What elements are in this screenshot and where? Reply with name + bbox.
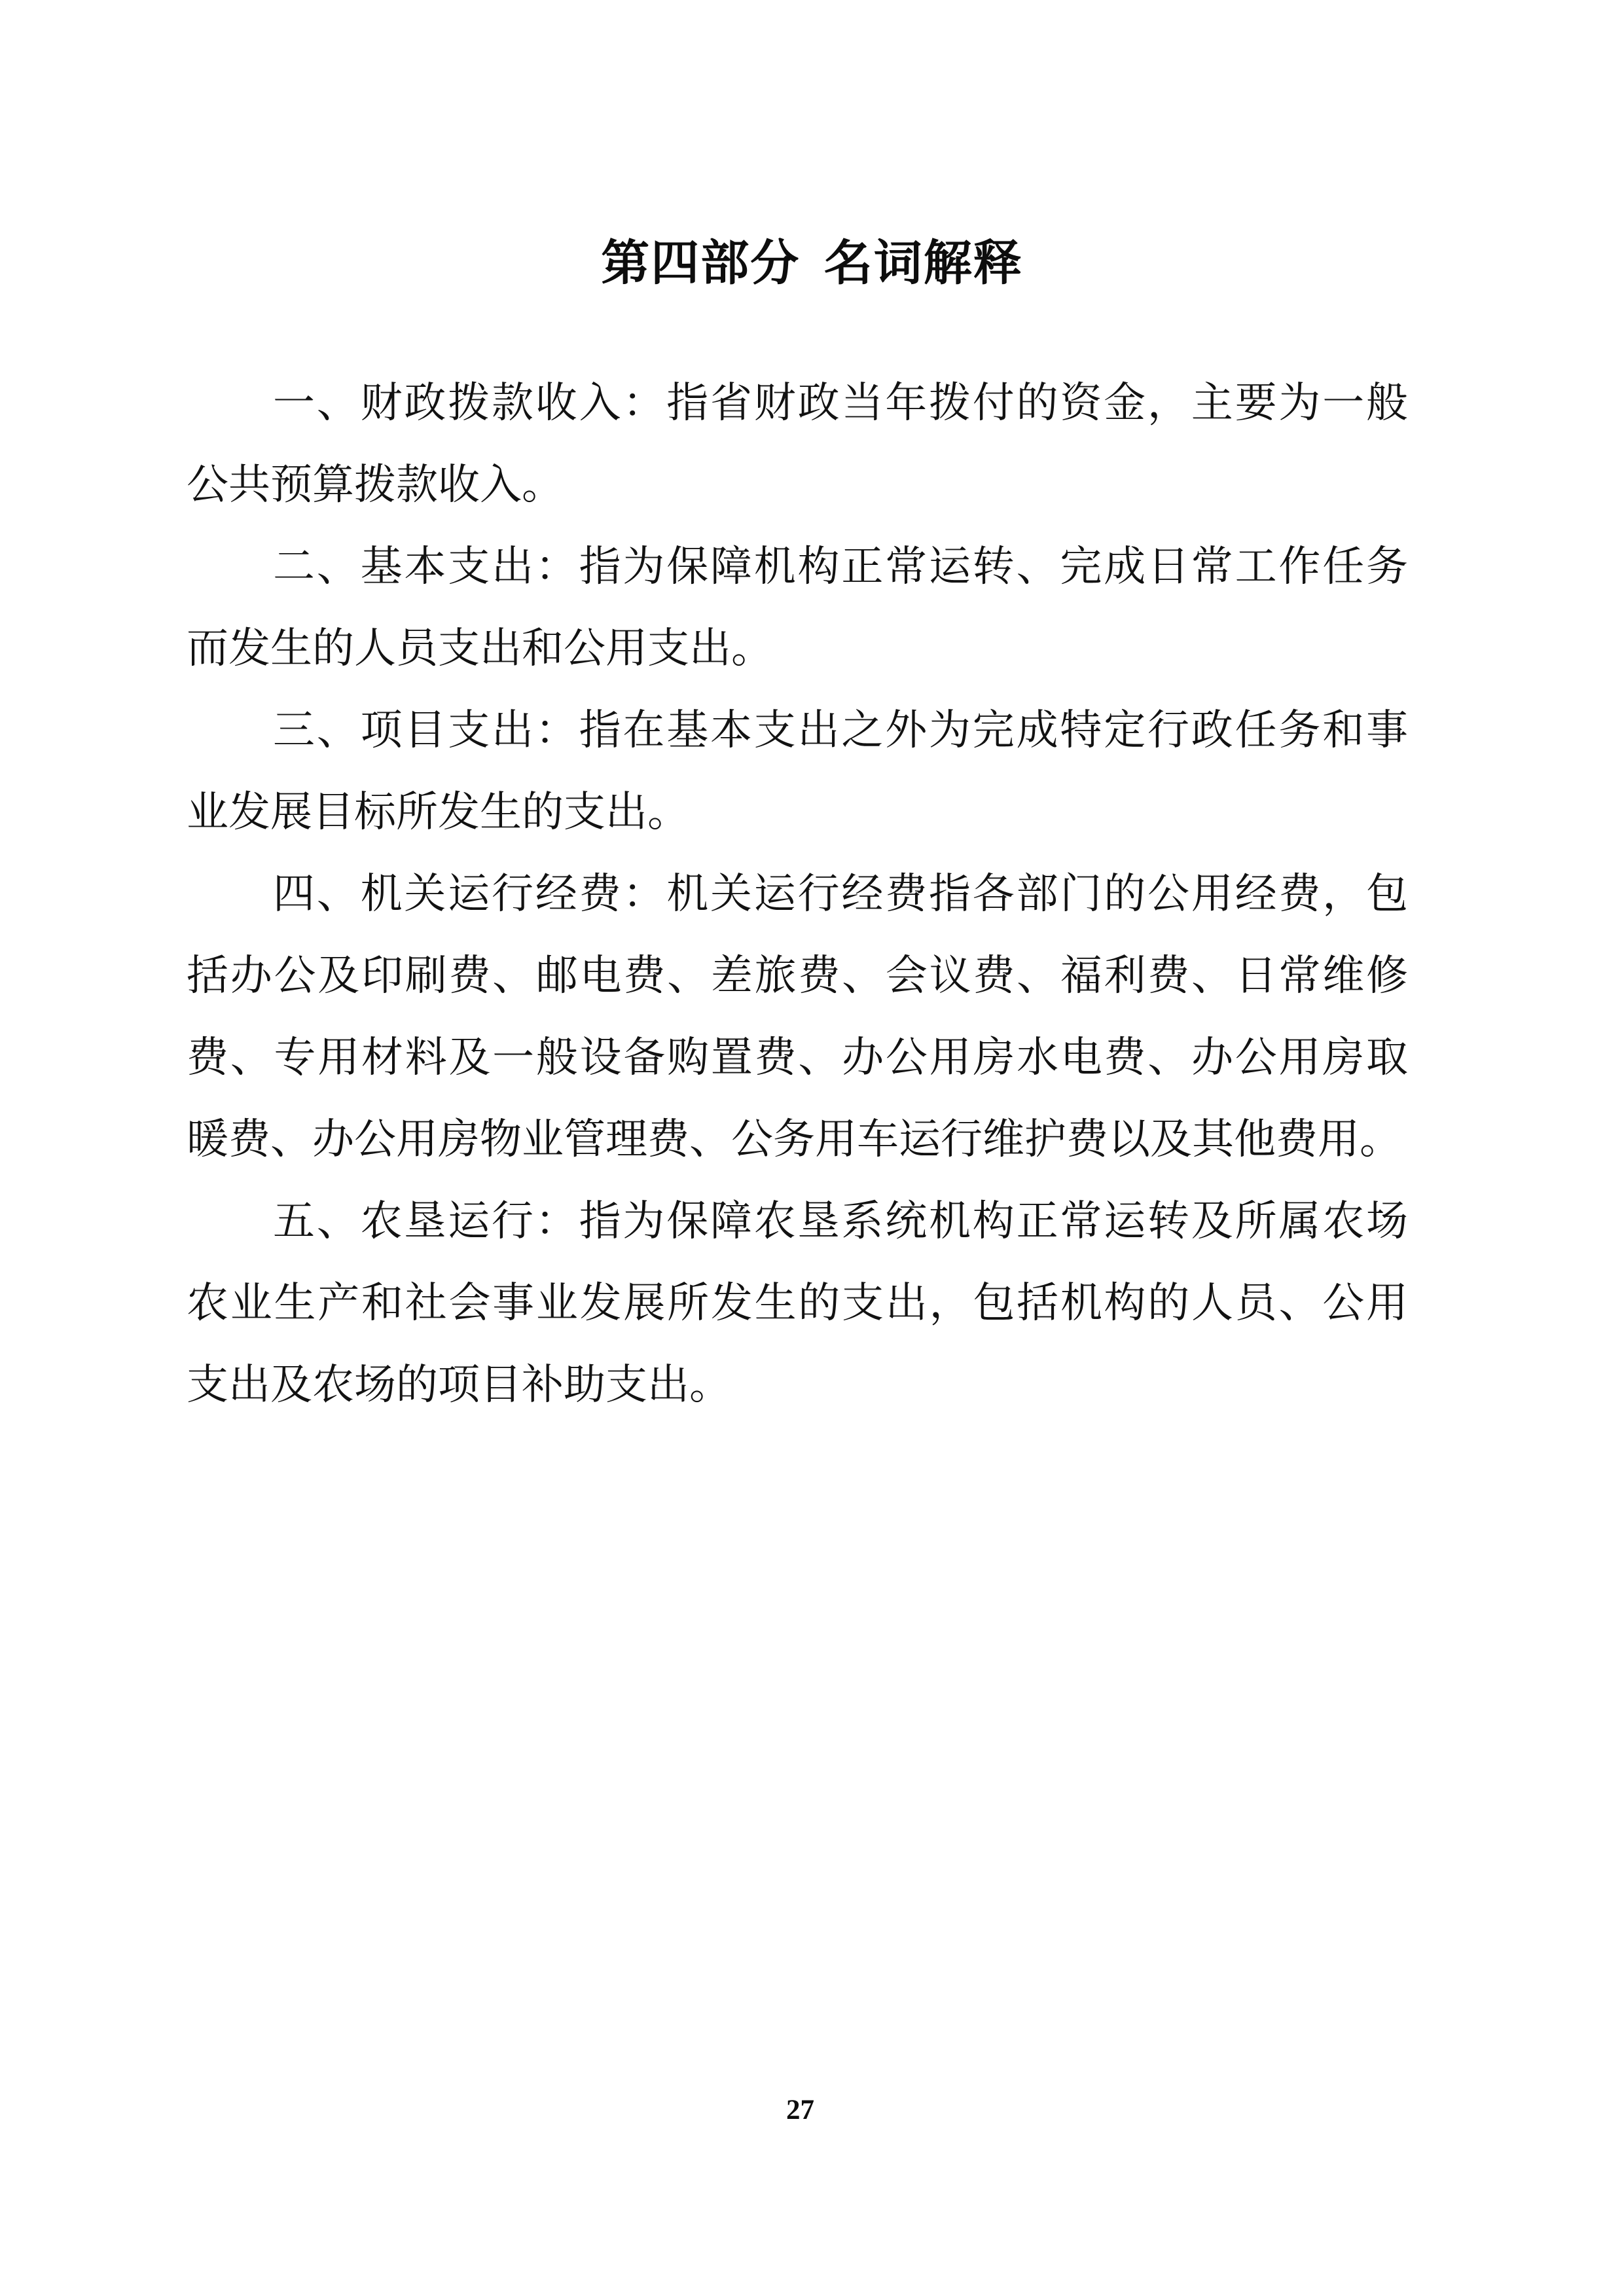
paragraph-agency-operating-funds [187, 853, 1408, 1180]
text-line: 支出及农场的项目补助支出。 [187, 1362, 731, 1408]
document-body [187, 362, 1408, 1426]
text-line: 三、项目支出：指在基本支出之外为完成特定行政任务和事 [273, 707, 1408, 753]
text-line: 公共预算拨款收入。 [187, 461, 564, 508]
text-line: 四、机关运行经费：机关运行经费指各部门的公用经费，包 [273, 871, 1408, 917]
paragraph-fiscal-appropriation-income [187, 362, 1408, 526]
text-line: 业发展目标所发生的支出。 [187, 789, 689, 835]
page-number: 27 [786, 2095, 814, 2125]
text-line: 农业生产和社会事业发展所发生的支出，包括机构的人员、公用 [187, 1280, 1408, 1326]
text-line: 暖费、办公用房物业管理费、公务用车运行维护费以及其他费用。 [187, 1116, 1401, 1163]
paragraph-agricultural-reclamation-operation [187, 1180, 1408, 1426]
text-line: 一、财政拨款收入：指省财政当年拨付的资金，主要为一般 [273, 380, 1408, 426]
text-line: 而发生的人员支出和公用支出。 [187, 625, 773, 672]
text-line: 括办公及印刷费、邮电费、差旅费、会议费、福利费、日常维修 [187, 952, 1408, 999]
text-line: 二、基本支出：指为保障机构正常运转、完成日常工作任务 [273, 543, 1408, 590]
text-line: 五、农垦运行：指为保障农垦系统机构正常运转及所属农场 [273, 1198, 1408, 1244]
paragraph-basic-expenditure [187, 526, 1408, 689]
page-title: 第四部分 名词解释 [601, 235, 1023, 290]
paragraph-project-expenditure [187, 689, 1408, 853]
text-line: 费、专用材料及一般设备购置费、办公用房水电费、办公用房取 [187, 1034, 1408, 1081]
